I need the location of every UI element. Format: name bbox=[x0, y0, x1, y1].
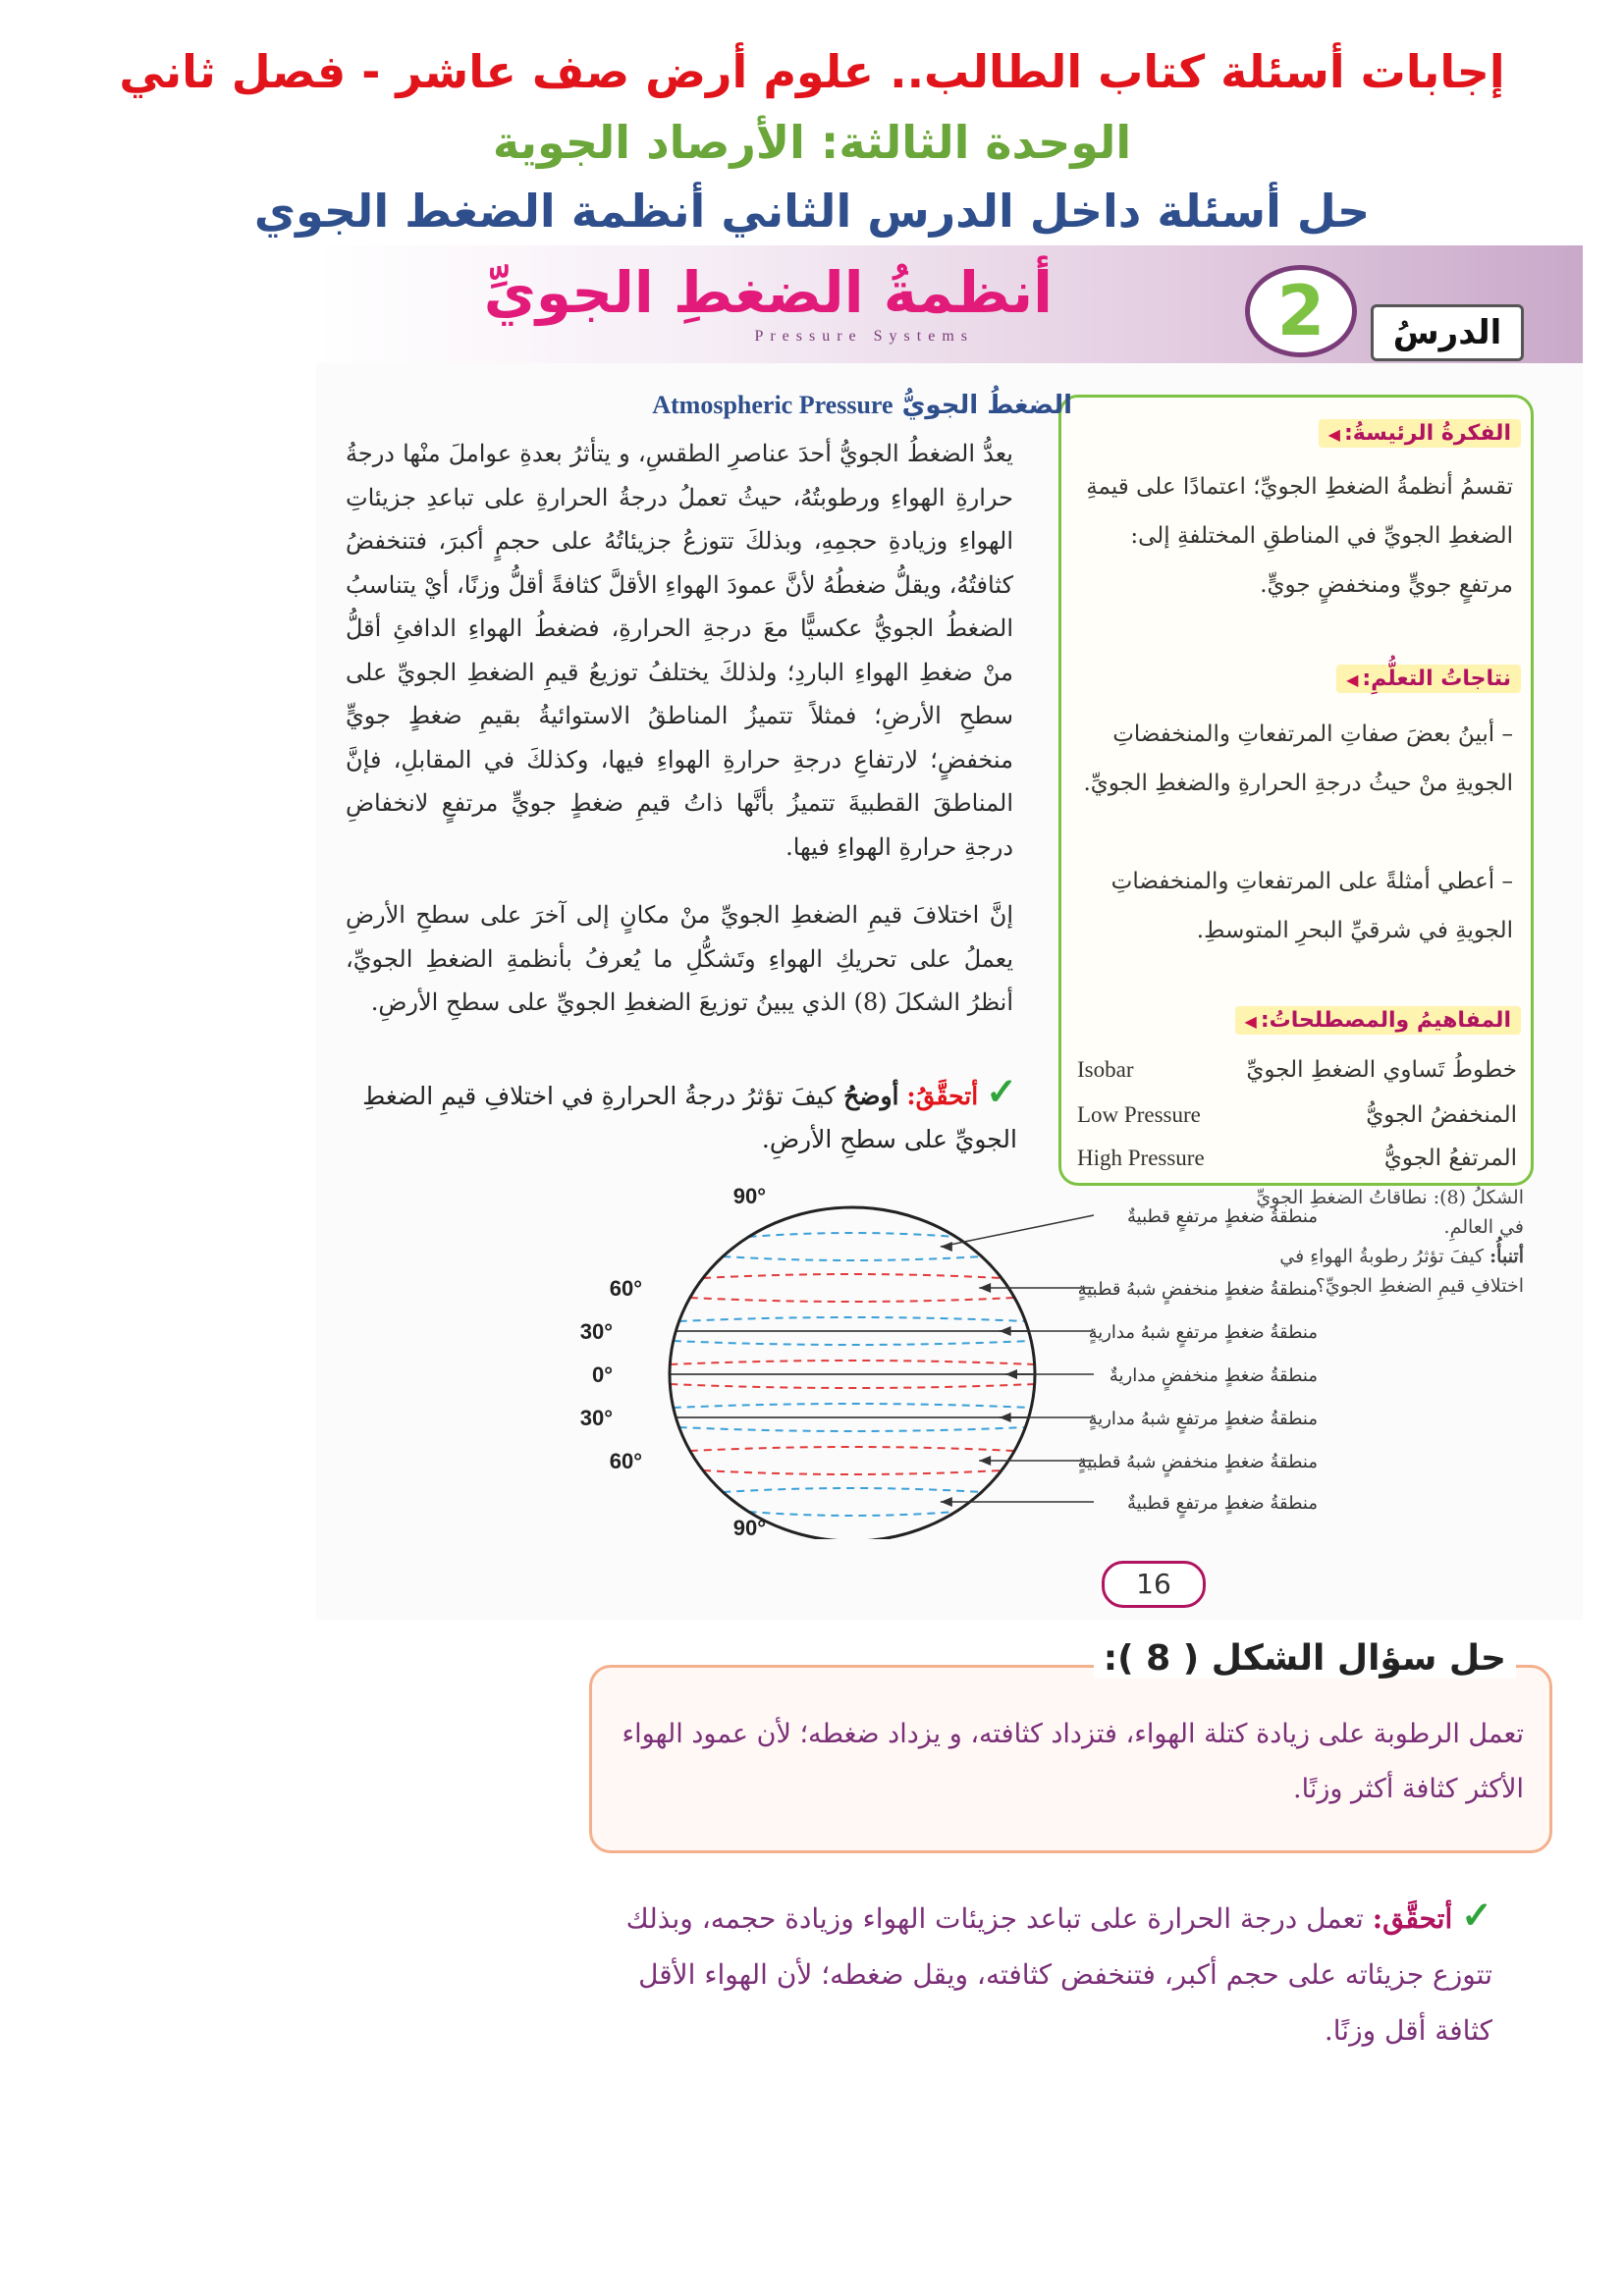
checkmark-icon: ✓ bbox=[986, 1069, 1017, 1113]
high-pressure-band bbox=[723, 1488, 981, 1492]
pressure-zone-label: منطقةُ ضغطٍ مرتفعٍ قطبيةٌ bbox=[1127, 1206, 1318, 1227]
check-question-text: كيفَ تؤثرُ درجةُ الحرارةِ في اختلافِ قيمِ الضغطِ الجويِّ على سطحِ الأرضِ. bbox=[362, 1082, 1017, 1153]
section-heading-english: Atmospheric Pressure bbox=[652, 391, 893, 419]
high-pressure-band bbox=[674, 1404, 1031, 1408]
page-number: 16 bbox=[1102, 1561, 1206, 1608]
term-arabic: المنخفضُ الجويُّ bbox=[1366, 1102, 1517, 1128]
figure-answer-text: تعمل الرطوبة على زيادة كتلة الهواء، فتزداد كثافته، و يزداد ضغطه؛ لأن عمود الهواء الأكثر كثافة أكثر وزنًا. bbox=[622, 1719, 1524, 1804]
check-question bbox=[340, 1070, 1017, 1161]
section-heading-arabic: الضغطُ الجويُّ bbox=[901, 391, 1072, 420]
lesson-label-tab bbox=[1371, 304, 1524, 361]
pressure-zone-label: منطقةُ ضغطٍ منخفضٍ مداريةٌ bbox=[1109, 1365, 1318, 1386]
lesson-subtitle: Pressure Systems bbox=[754, 328, 974, 345]
lesson-number: 2 bbox=[1276, 271, 1326, 351]
learning-outcome-2: – أعطي أمثلةً على المرتفعاتِ والمنخفضاتِ الجويةِ في شرقيِّ البحرِ المتوسطِ. bbox=[1110, 869, 1513, 943]
main-idea-text: تقسمُ أنظمةُ الضغطِ الجويِّ؛ اعتمادًا على قيمةِ الضغطِ الجويِّ في المناطقِ المختلفةِ إلى: مرتفعٍ جويٍّ ومنخفضٍ جويٍّ. bbox=[1086, 474, 1513, 598]
paragraph-1: يعدُّ الضغطُ الجويُّ أحدَ عناصرِ الطقسِ، و يتأثرُ بعدةِ عواملَ منْها درجةُ حرارةِ الهواءِ ورطوبتُهُ، حيثُ تعملُ درجةُ الحرارةِ على تباعدِ جزيئاتِ الهواءِ وزيادةِ حجمِهِ، وبذلكَ تتوزعُ جزيئاتُهُ على حجمٍ أكبرَ، فتنخفضُ كثافتُهُ، ويقلُّ ضغطُهُ لأنَّ عمودَ الهواءِ الأقلَّ كثافةً أقلُّ وزنًا، أيْ يتناسبُ الضغطُ الجويُّ عكسيًّا معَ درجةِ الحرارةِ، فضغطُ الهواءِ الدافئِ أقلُّ منْ ضغطِ الهواءِ الباردِ؛ ولذلكَ يختلفُ توزيعُ قيمِ الضغطِ الجويِّ على سطحِ الأرضِ؛ فمثلاً تتميزُ المناطقُ الاستوائيةُ بقيمِ ضغطٍ جويٍّ منخفضٍ؛ لارتفاعِ درجةِ حرارةِ الهواءِ فيها، وكذلكَ في المقابلِ، فإنَّ المناطقَ القطبيةَ تتميزُ بأنَّها ذاتُ قيمِ ضغطٍ جويٍّ مرتفعٍ لانخفاضِ درجةِ حرارةِ الهواءِ فيها. bbox=[346, 440, 1013, 861]
low-pressure-band bbox=[670, 1361, 1034, 1364]
main-idea-heading: الفكرةُ الرئيسةُ: ◀ bbox=[1319, 419, 1521, 448]
figure-answer-title: حل سؤال الشكل ( 8 ): bbox=[1094, 1638, 1516, 1679]
lesson-title: أنظمةُ الضغطِ الجويِّ bbox=[483, 259, 1053, 326]
high-pressure-band bbox=[748, 1233, 955, 1237]
low-pressure-band bbox=[703, 1470, 1001, 1474]
lesson-label: الدرسُ bbox=[1392, 313, 1502, 352]
lesson-banner bbox=[316, 245, 1583, 363]
arrow-head-icon bbox=[979, 1456, 991, 1466]
check-answer-text: تعمل درجة الحرارة على تباعد جزيئات الهواء وزيادة حجمه، وبذلك تتوزع جزيئاته على حجم أكبر، فتنخفض كثافته، ويقل ضغطه؛ لأن الهواء الأقل كثافة أقل وزنًا. bbox=[625, 1902, 1492, 2047]
checkmark-icon: ✓ bbox=[1461, 1893, 1492, 1937]
predict-question: كيفَ تؤثرُ رطوبةُ الهواءِ في اختلافِ قيمِ الضغطِ الجويِّ؟ bbox=[1279, 1246, 1524, 1297]
lesson-number-badge bbox=[1245, 265, 1357, 357]
high-pressure-band bbox=[723, 1256, 981, 1260]
term-arabic: المرتفعُ الجويُّ bbox=[1383, 1146, 1517, 1171]
pressure-bands bbox=[670, 1233, 1035, 1516]
latitude-labels bbox=[580, 1186, 766, 1539]
latitude-label: 90° bbox=[732, 1186, 766, 1208]
arrow-head-icon bbox=[1005, 1369, 1017, 1379]
zone-pointer-line bbox=[941, 1215, 1094, 1247]
latitude-label: 90° bbox=[732, 1516, 766, 1539]
zone-labels bbox=[941, 1206, 1318, 1519]
term-english: Low Pressure bbox=[1077, 1102, 1201, 1127]
high-pressure-band bbox=[748, 1512, 955, 1516]
arrow-head-icon bbox=[1000, 1326, 1011, 1336]
pressure-zone-label: منطقةُ ضغطٍ منخفضٍ شبهُ قطبيةٍ bbox=[1077, 1279, 1318, 1300]
check-answer bbox=[589, 1887, 1492, 2058]
figure-caption-text: الشكلُ (8): نطاقاتُ الضغطِ الجويِّ في العالمِ. bbox=[1256, 1187, 1524, 1238]
terms-heading: المفاهيمُ والمصطلحاتُ: ◀ bbox=[1235, 1006, 1521, 1035]
arrow-head-icon bbox=[1000, 1413, 1011, 1422]
unit-title: الوحدة الثالثة: الأرصاد الجوية bbox=[492, 116, 1132, 169]
high-pressure-band bbox=[674, 1341, 1031, 1345]
term-english: High Pressure bbox=[1077, 1146, 1205, 1170]
check-answer-label: أتحقَّق: bbox=[1372, 1902, 1453, 1935]
pressure-zone-label: منطقةُ ضغطٍ منخفضٍ شبهُ قطبيةٍ bbox=[1077, 1452, 1318, 1472]
term-arabic: خطوطُ تَساوي الضغطِ الجويِّ bbox=[1246, 1057, 1517, 1083]
low-pressure-band bbox=[690, 1298, 1015, 1302]
pressure-zone-label: منطقةُ ضغطٍ مرتفعٍ شبهُ مداريةٍ bbox=[1088, 1409, 1318, 1429]
high-pressure-band bbox=[679, 1317, 1026, 1321]
paragraph-2: إنَّ اختلافَ قيمِ الضغطِ الجويِّ منْ مكانٍ إلى آخرَ على سطحِ الأرضِ يعملُ على تحريكِ الهواءِ وتَشكُّلِ ما يُعرفُ بأنظمةِ الضغطِ الجويِّ، أنظرُ الشكلَ (8) الذي يبينُ توزيعَ الضغطِ الجويِّ على سطحِ الأرضِ. bbox=[346, 901, 1013, 1016]
low-pressure-band bbox=[690, 1447, 1015, 1451]
pressure-zones-globe bbox=[387, 1186, 1320, 1539]
low-pressure-band bbox=[703, 1274, 1001, 1278]
check-label: أتحقَّقُ: bbox=[906, 1082, 979, 1110]
term-row bbox=[1077, 1057, 1517, 1100]
pressure-zone-label: منطقةُ ضغطٍ مرتفعٍ قطبيةٌ bbox=[1127, 1493, 1318, 1514]
latitude-label: 60° bbox=[609, 1449, 642, 1473]
section-heading bbox=[652, 391, 1072, 420]
figure-answer-box bbox=[589, 1638, 1552, 1853]
check-verb: أوضحُ bbox=[843, 1082, 899, 1110]
arrow-head-icon bbox=[941, 1497, 952, 1507]
arrow-head-icon bbox=[979, 1283, 991, 1293]
latitude-label: 30° bbox=[579, 1319, 613, 1344]
latitude-label: 60° bbox=[609, 1276, 642, 1301]
arrow-head-icon bbox=[941, 1242, 952, 1252]
high-pressure-band bbox=[679, 1427, 1026, 1431]
term-row bbox=[1077, 1102, 1517, 1146]
document-title: إجابات أسئلة كتاب الطالب.. علوم أرض صف عاشر - فصل ثاني bbox=[119, 45, 1505, 98]
learning-outcome-1: – أبينُ بعضَ صفاتِ المرتفعاتِ والمنخفضاتِ الجويةِ منْ حيثُ درجةِ الحرارةِ والضغطِ الجويِّ. bbox=[1083, 721, 1513, 796]
lesson-sidebar bbox=[1058, 395, 1534, 1186]
low-pressure-band bbox=[670, 1384, 1034, 1388]
textbook-page bbox=[316, 245, 1583, 1620]
term-english: Isobar bbox=[1077, 1057, 1134, 1082]
lesson-questions-title: حل أسئلة داخل الدرس الثاني أنظمة الضغط الجوي bbox=[253, 185, 1371, 238]
predict-label: أتنبأُ: bbox=[1489, 1246, 1524, 1267]
learning-outcomes-heading: نتاجاتُ التعلُّمِ: ◀ bbox=[1336, 665, 1521, 693]
latitude-label: 0° bbox=[591, 1362, 613, 1387]
pressure-zone-label: منطقةُ ضغطٍ مرتفعٍ شبهُ مداريةٍ bbox=[1088, 1322, 1318, 1343]
latitude-label: 30° bbox=[579, 1406, 613, 1430]
